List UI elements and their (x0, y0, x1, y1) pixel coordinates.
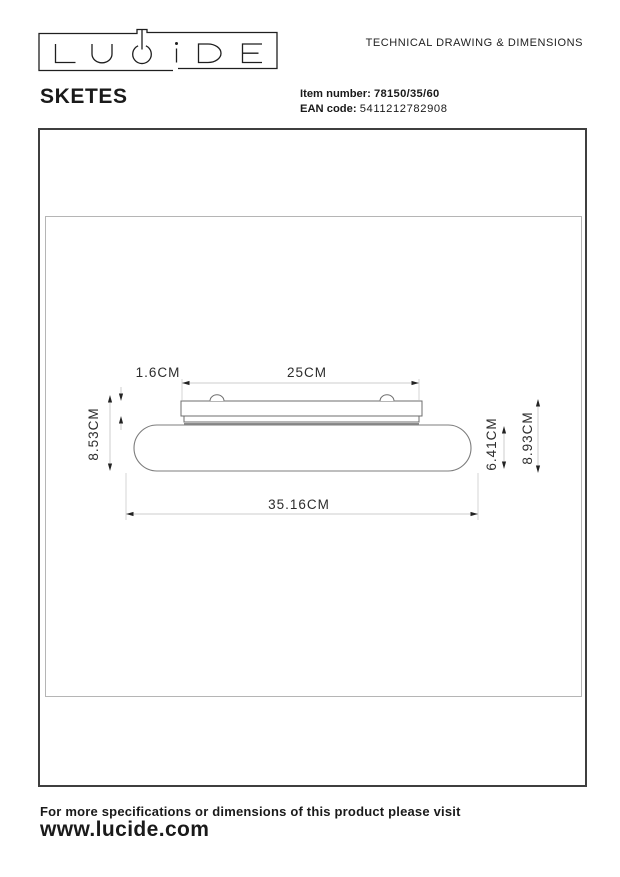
lucide-logo (38, 28, 278, 72)
dim-label-plate-width: 25CM (286, 365, 328, 380)
ean-code-label: EAN code: (300, 102, 357, 115)
logo-letter-e (243, 44, 263, 63)
technical-drawing-canvas (45, 216, 582, 697)
mounting-clip-right (380, 395, 394, 401)
item-number-label: Item number: (300, 88, 371, 100)
logo-frame (39, 30, 277, 71)
dim-label-glass-height: 6.41CM (484, 417, 499, 471)
item-number-row (300, 87, 448, 102)
lamp-profile-drawing (134, 395, 471, 471)
product-codes (300, 87, 448, 116)
dim-label-total-width: 35.16CM (268, 497, 330, 512)
dim-label-plate-offset: 1.6CM (135, 365, 181, 380)
glass-diffuser (134, 425, 471, 471)
dim-label-height-right: 8.93CM (520, 411, 535, 465)
document-title: TECHNICAL DRAWING & DIMENSIONS (365, 37, 583, 49)
mounting-clip-left (210, 395, 224, 401)
dim-label-height-left: 8.53CM (86, 407, 101, 461)
website-link[interactable]: www.lucide.com (40, 818, 210, 841)
mounting-plate (181, 401, 422, 416)
item-number-value: 78150/35/60 (373, 88, 440, 100)
plate-rim (184, 416, 419, 422)
ean-code-value: 5411212782908 (359, 102, 448, 115)
footer-note: For more specifications or dimensions of this product please visit (40, 804, 461, 819)
ean-code-row (300, 102, 448, 117)
logo-letter-i-dot (175, 42, 178, 45)
logo-letter-u (92, 44, 112, 63)
product-name: SKETES (40, 85, 128, 108)
logo-letter-d (199, 44, 222, 63)
logo-letter-l (56, 44, 76, 63)
